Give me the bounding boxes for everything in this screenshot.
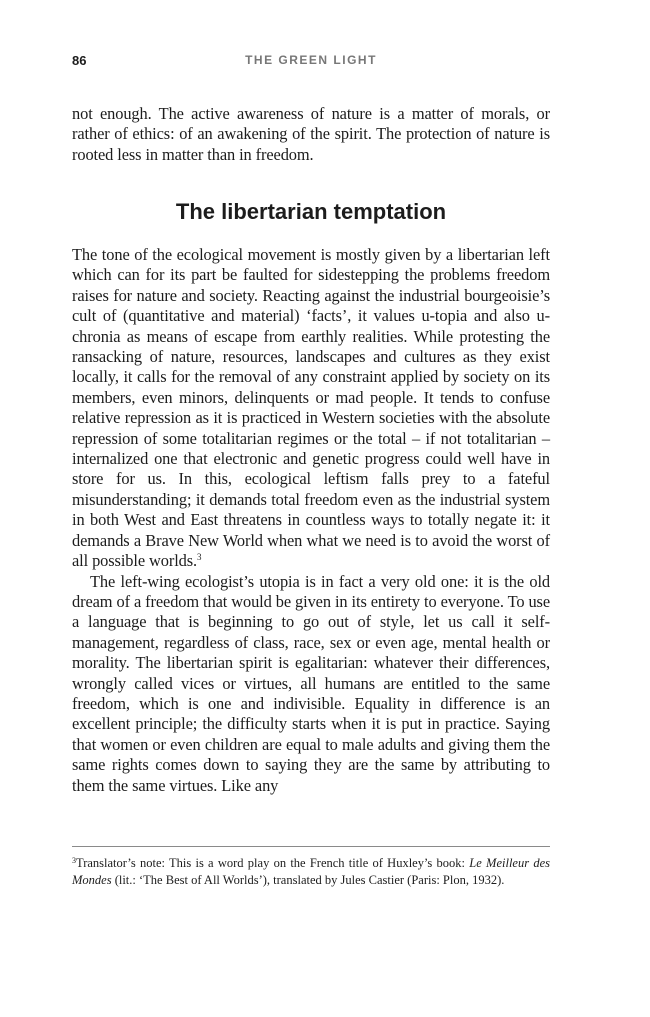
running-title: THE GREEN LIGHT [245,53,377,67]
page-number: 86 [72,53,87,68]
footnote-reference: 3 [197,552,202,563]
body-paragraph-1 [72,245,550,572]
footnote-book-title: Le Meilleur des Mondes [72,856,550,887]
intro-text-block [72,104,550,165]
footnote [72,855,550,889]
intro-paragraph: not enough. The active awareness of nature is a matter of morals, or rather of ethics: of an awakening of the spirit. The protection of nature is rooted less in matter than in freedom. [72,104,550,164]
footnote-divider [72,846,550,847]
body-paragraph-1-text: The tone of the ecological movement is mostly given by a libertarian left which can for its part be faulted for sidestepping the problems freedom raises for nature and society. Reacting against the industrial bourgeoisie’s cult of (quantitative and material) ‘facts’, it values u-topia and also u-chronia as means of escape from earthly realities. While protesting the ransacking of nature, resources, landscapes and cultures as they exist locally, it calls for the removal of any constraint applied by society on its members, even minors, delinquents or mad people. It tends to confuse relative repression as it is practiced in Western societies with the absolute repression of some totalitarian regimes or the total – if not totalitarian – internalized one that electronic and genetic progress could well have in store for us. In this, ecological leftism falls prey to a fateful misunderstanding; it demands total freedom even as the industrial system in both West and East threatens in countless ways to totally negate it: it demands a Brave New World when what we need is to avoid the worst of all possible worlds. [72,245,550,571]
footnote-number: 3 [72,856,76,865]
body-paragraph-2: The left-wing ecologist’s utopia is in fact a very old one: it is the old dream of a freedom that would be given in its entirety to everyone. To use a language that is beginning to go out of style, let us call it self-management, regardless of class, race, sex or even age, mental health or morality. The libertarian spirit is egalitarian: whatever their differences, wrongly called vices or virtues, all humans are entitled to the same freedom, which is one and indivisible. Equality in difference is an excellent principle; the difficulty starts when it is put in practice. Saying that women or even children are equal to male adults and giving them the same rights comes down to saying they are the same by attributing to them the same virtues. Like any [72,571,550,795]
footnote-text-end: (lit.: ‘The Best of All Worlds’), translated by Jules Castier (Paris: Plon, 1932). [111,873,505,887]
page-header [72,53,550,73]
footnote-text-start: Translator’s note: This is a word play on the French title of Huxley’s book: [76,856,470,870]
section-body [72,245,550,796]
section-heading: The libertarian temptation [175,199,447,224]
